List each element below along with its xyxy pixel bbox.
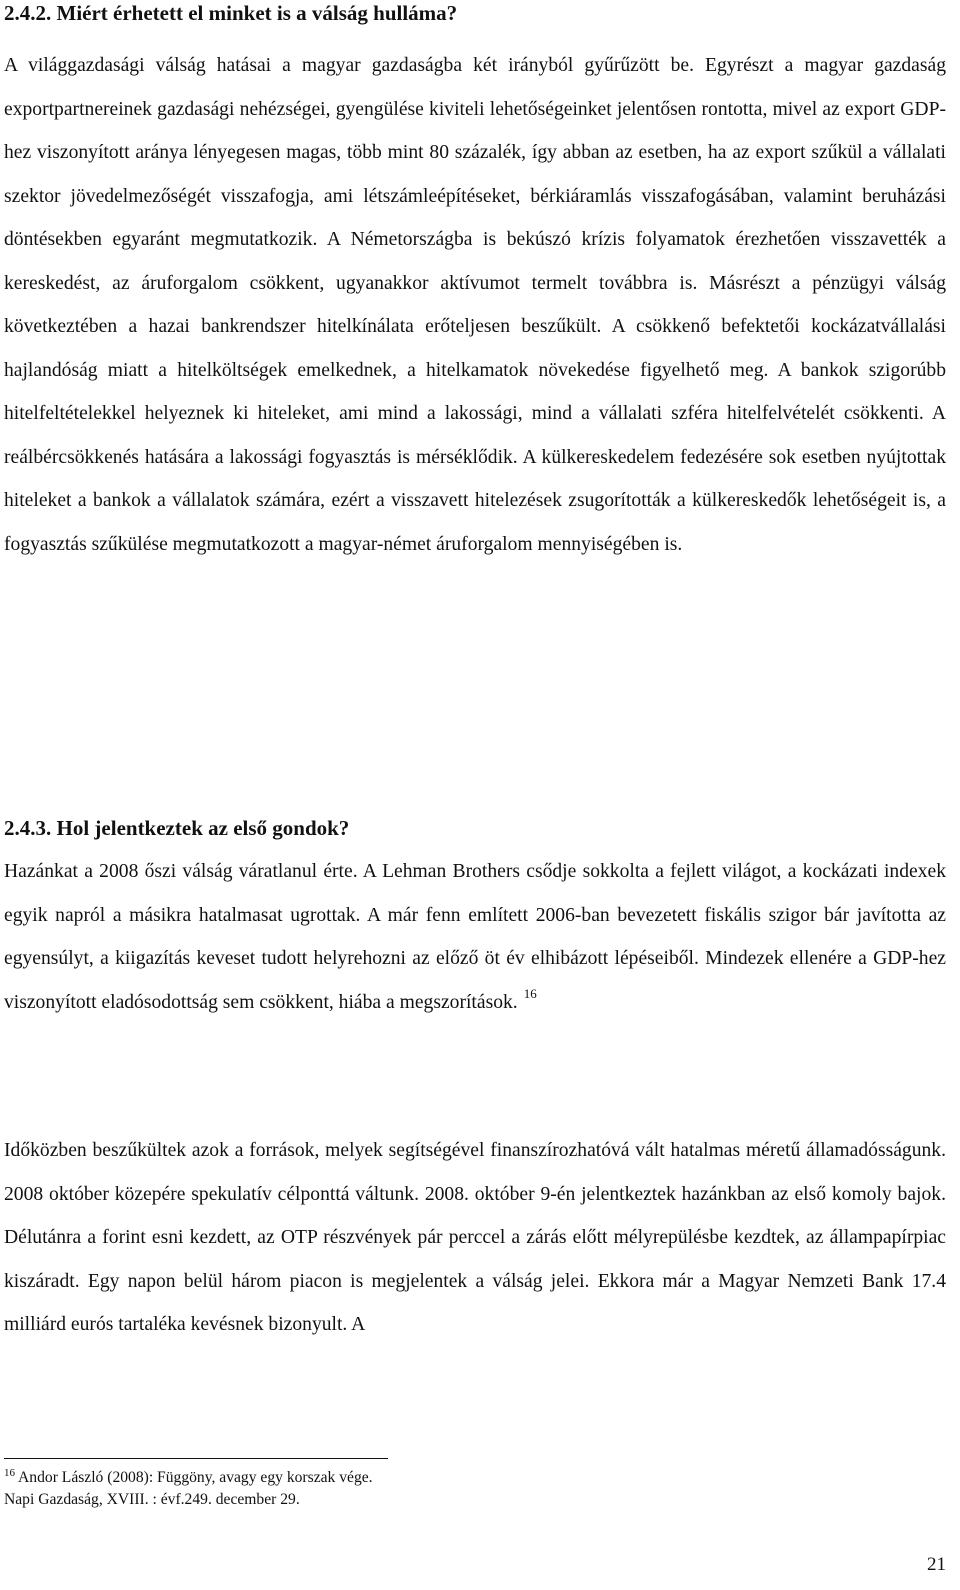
section-2-4-3-paragraph-2: Időközben beszűkültek azok a források, melyek segítségével finanszírozhatóvá vált hatalmas méretű államadósságunk. 2008 október közepére spekulatív célponttá váltunk. 2008. október 9-én jelentkeztek hazánkban az első komoly bajok. Délutánra a forint esni kezdett, az OTP részvények pár perccel a zárás előtt mélyrepülésbe kezdtek, az állampapírpiac kiszáradt. Egy napon belül három piacon is megjelentek a válság jelei. Ekkora már a Magyar Nemzeti Bank 17.4 milliárd eurós tartaléka kevésnek bizonyult. A: [4, 1140, 946, 1335]
footnote: [4, 1467, 946, 1511]
section-2-4-2-paragraph: A világgazdasági válság hatásai a magyar gazdaságba két irányból gyűrűzött be. Egyrészt a magyar gazdaság exportpartnereinek gazdasági nehézségei, gyengülése kiviteli lehetőségeinket jelentősen rontotta, mivel az export GDP-hez viszonyított aránya lényegesen magas, több mint 80 százalék, így abban az esetben, ha az export szűkül a vállalati szektor jövedelmezőségét visszafogja, ami létszámleépítéseket, bérkiáramlás visszafogásában, valamint beruházási döntésekben egyaránt megmutatkozik. A Németországba is bekúszó krízis folyamatok érezhetően visszavették a kereskedést, az áruforgalom csökkent, ugyanakkor aktívumot termelt továbbra is. Másrészt a pénzügyi válság következtében a hazai bankrendszer hitelkínálata erőteljesen beszűkült. A csökkenő befektetői kockázatvállalási hajlandóság miatt a hitelköltségek emelkednek, a hitelkamatok növekedése figyelhető meg. A bankok szigorúbb hitelfeltételekkel helyeznek ki hiteleket, ami mind a lakossági, mind a vállalati szféra hitelfelvételét csökkenti. A reálbércsökkenés hatására a lakossági fogyasztás is mérséklődik. A külkereskedelem fedezésére sok esetben nyújtottak hiteleket a bankok a vállalatok számára, ezért a visszavett hitelezések zsugorították a külkereskedők lehetőségeit is, a fogyasztás szűkülése megmutatkozott a magyar-német áruforgalom mennyiségében is.: [4, 55, 946, 555]
paragraph-1-text: Hazánkat a 2008 őszi válság váratlanul érte. A Lehman Brothers csődje sokkolta a fejlett világot, a kockázati indexek egyik napról a másikra hatalmasat ugrottak. A már fenn említett 2006-ban bevezetett fiskális szigor bár javította az egyensúlyt, a kiigazítás keveset tudott helyrehozni az előző öt év elhibázott lépéseiből. Mindezek ellenére a GDP-hez viszonyított eladósodottság sem csökkent, hiába a megszorítások.: [4, 861, 946, 1013]
footnote-number: 16: [4, 1467, 15, 1479]
footnote-reference[interactable]: 16: [523, 985, 537, 1001]
section-heading-2-4-2: 2.4.2. Miért érhetett el minket is a válság hulláma?: [4, 1, 458, 25]
footnote-separator: [4, 1458, 388, 1459]
section-2-4-3-paragraph-1: [4, 850, 946, 1024]
page-number: 21: [927, 1554, 946, 1575]
footnote-citation: Andor László (2008): Függöny, avagy egy korszak vége.: [18, 1469, 373, 1486]
section-heading-2-4-3: 2.4.3. Hol jelentkeztek az első gondok?: [4, 816, 350, 840]
footnote-line-1: [4, 1467, 946, 1489]
footnote-line-2: Napi Gazdaság, XVIII. : évf.249. december 29.: [4, 1491, 300, 1508]
